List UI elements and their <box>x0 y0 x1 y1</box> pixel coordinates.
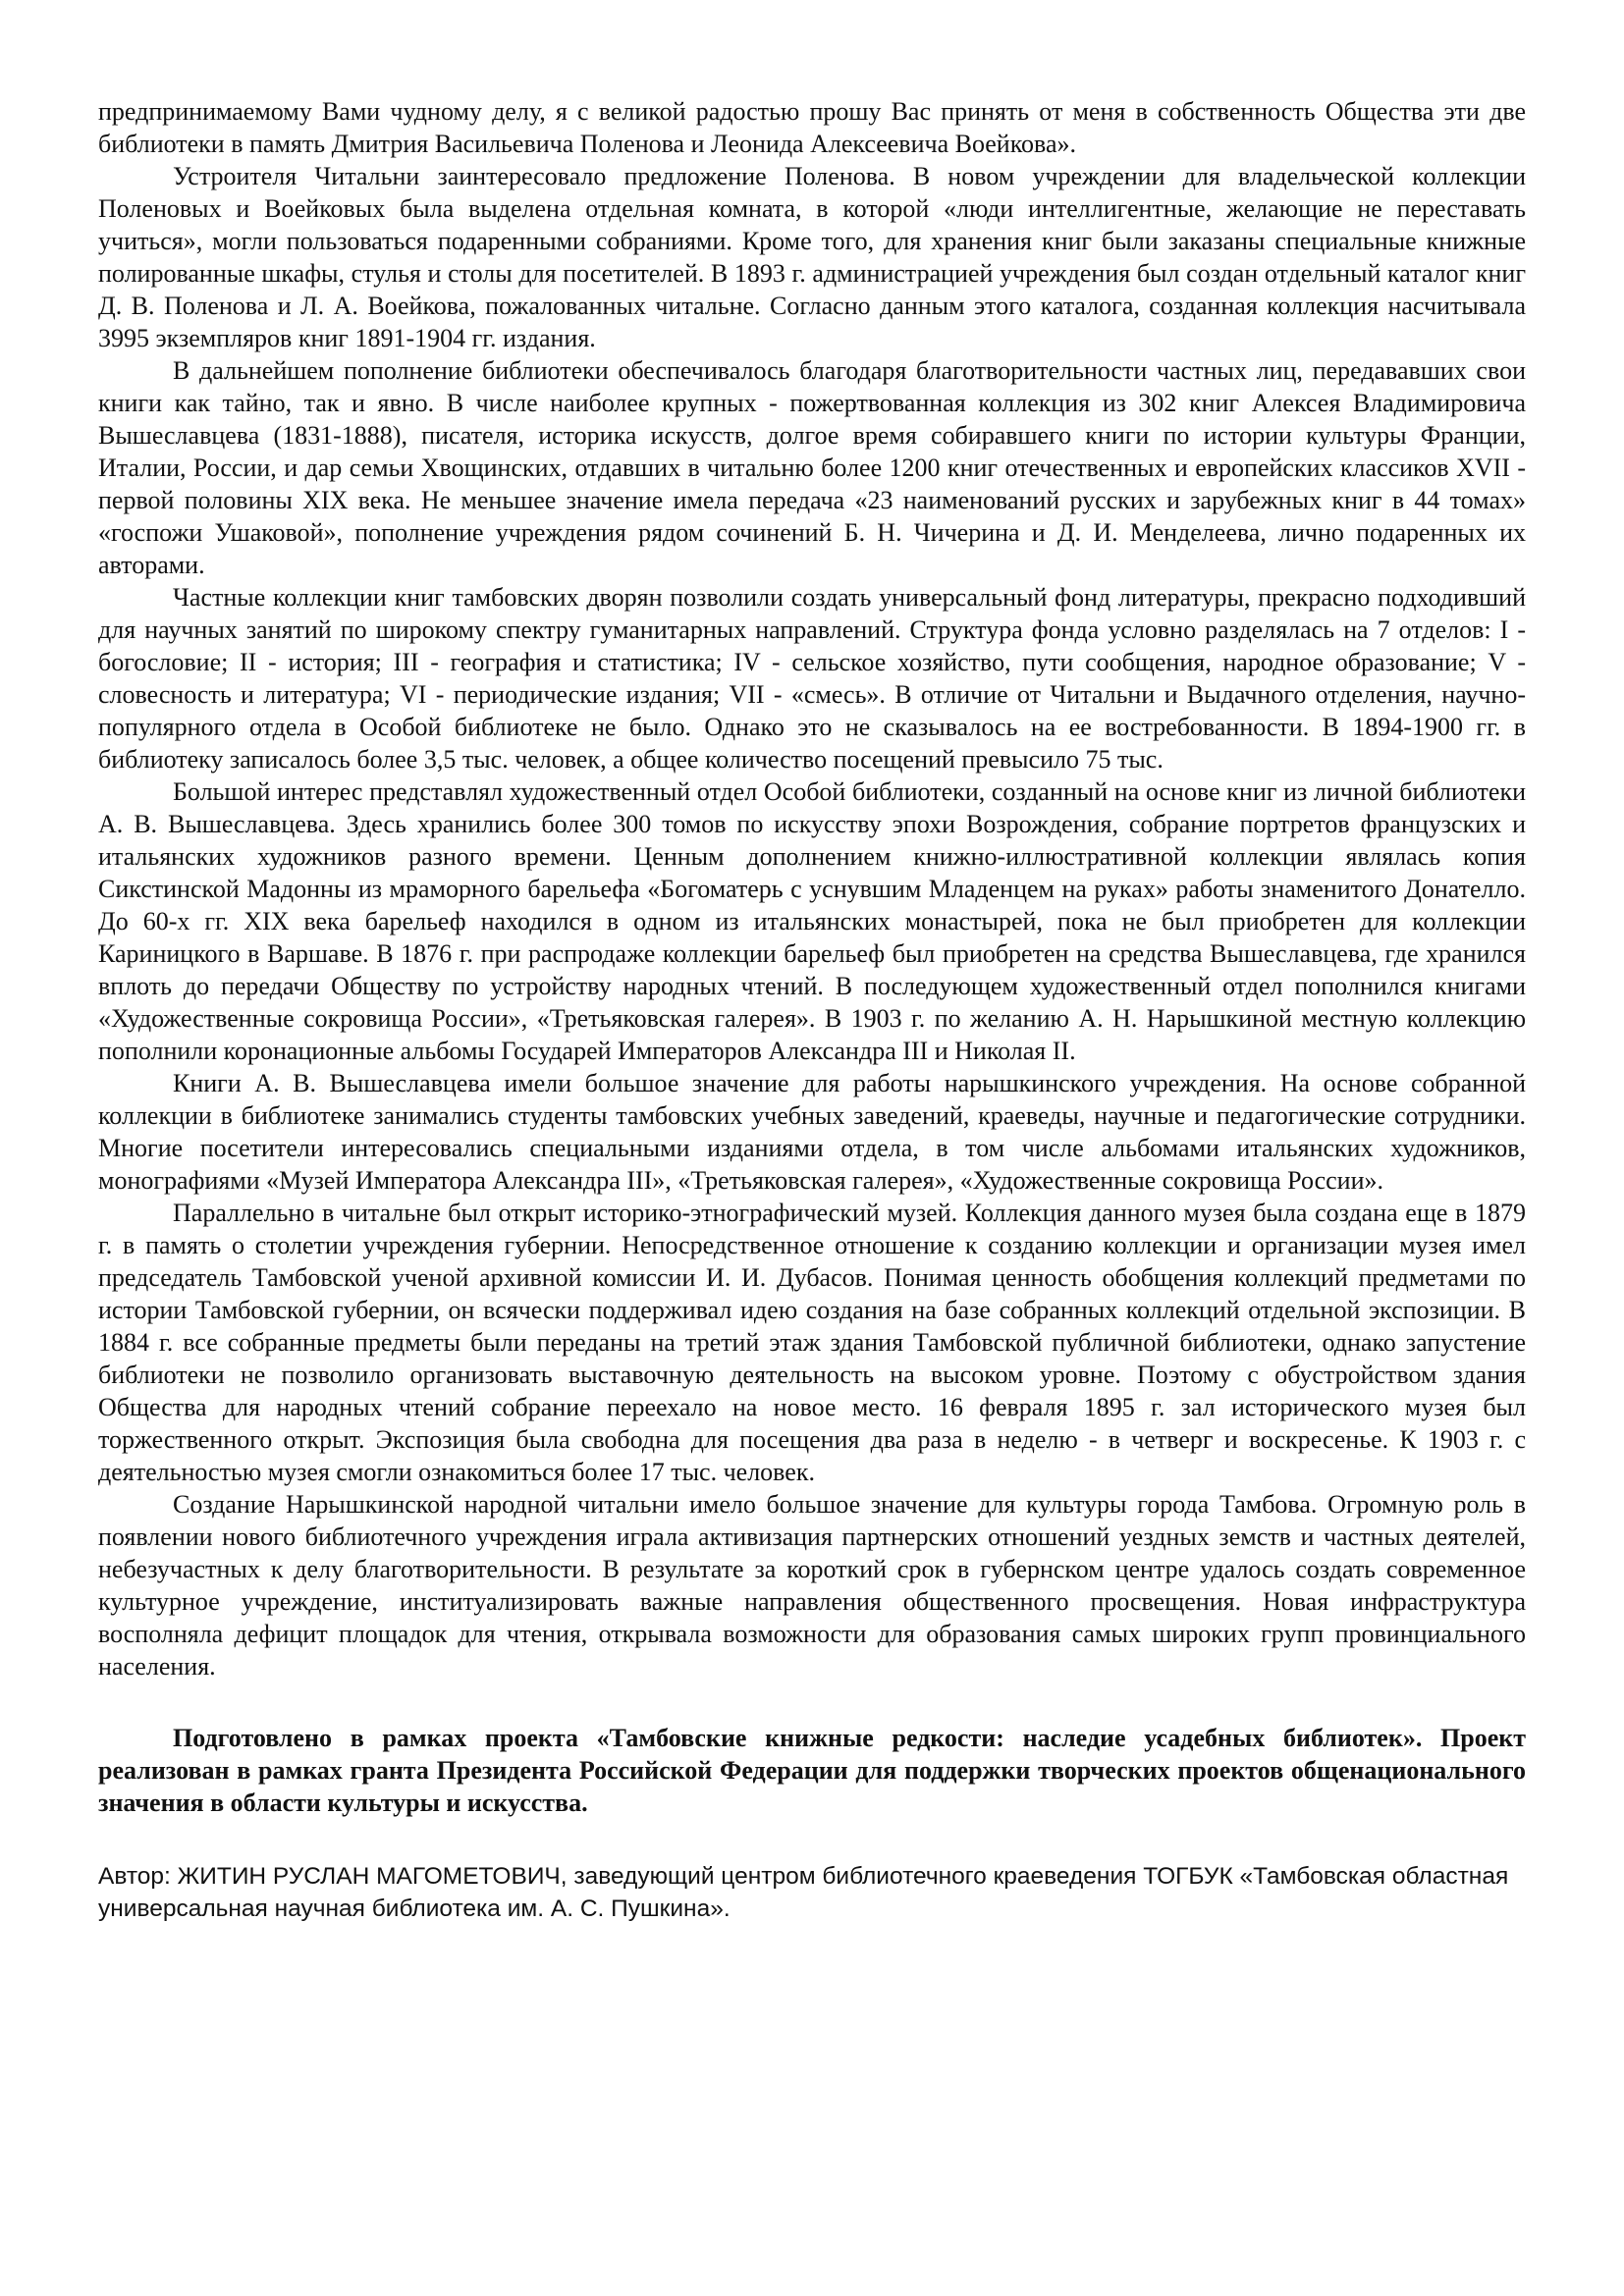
paragraph-6: Книги А. В. Вышеславцева имели большое значение для работы нарышкинского учреждения. На основе собранной коллекции в библиотеке занимались студенты тамбовских учебных заведений, краеведы, научные и педагогические сотрудники. Многие посетители интересовались специальными изданиями отдела, в том числе альбомами итальянских художников, монографиями «Музей Императора Александра III», «Третьяковская галерея», «Художественные сокровища России». <box>98 1069 1526 1195</box>
grant-note: Подготовлено в рамках проекта «Тамбовские книжные редкости: наследие усадебных библиотек». Проект реализован в рамках гранта Президента Российской Федерации для поддержки творческих проектов общенационального значения в области культуры и искусства. <box>98 1724 1526 1817</box>
paragraph-3: В дальнейшем пополнение библиотеки обеспечивалось благодаря благотворительности частных лиц, передававших свои книги как тайно, так и явно. В числе наиболее крупных - пожертвованная коллекция из 302 книг Алексея Владимировича Вышеславцева (1831-1888), писателя, историка искусств, долгое время собиравшего книги по истории культуры Франции, Италии, России, и дар семьи Хвощинских, отдавших в читальню более 1200 книг отечественных и европейских классиков XVII - первой половины XIX века. Не меньшее значение имела передача «23 наименований русских и зарубежных книг в 44 томах» «госпожи Ушаковой», пополнение учреждения рядом сочинений Б. Н. Чичерина и Д. И. Менделеева, лично подаренных их авторами. <box>98 356 1526 579</box>
document-page <box>98 95 1526 1925</box>
paragraph-8: Создание Нарышкинской народной читальни имело большое значение для культуры города Тамбова. Огромную роль в появлении нового библиотечного учреждения играла активизация партнерских отношений уездных земств и частных деятелей, небезучастных к делу благотворительности. В результате за короткий срок в губернском центре удалось создать современное культурное учреждение, институализировать важные направления общественного просвещения. Новая инфраструктура восполняла дефицит площадок для чтения, открывала возможности для образования самых широких групп провинциального населения. <box>98 1490 1526 1681</box>
paragraph-5: Большой интерес представлял художественный отдел Особой библиотеки, созданный на основе книг из личной библиотеки А. В. Вышеславцева. Здесь хранились более 300 томов по искусству эпохи Возрождения, собрание портретов французских и итальянских художников разного времени. Ценным дополнением книжно-иллюстративной коллекции являлась копия Сикстинской Мадонны из мраморного барельефа «Богоматерь с уснувшим Младенцем на руках» работы знаменитого Донателло. До 60-х гг. XIX века барельеф находился в одном из итальянских монастырей, пока не был приобретен для коллекции Кариницкого в Варшаве. В 1876 г. при распродаже коллекции барельеф был приобретен на средства Вышеславцева, где хранился вплоть до передачи Обществу по устройству народных чтений. В последующем художественный отдел пополнился книгами «Художественные сокровища России», «Третьяковская галерея». В 1903 г. по желанию А. Н. Нарышкиной местную коллекцию пополнили коронационные альбомы Государей Императоров Александра III и Николая II. <box>98 777 1526 1065</box>
paragraph-2: Устроителя Читальни заинтересовало предложение Поленова. В новом учреждении для владельческой коллекции Поленовых и Воейковых была выделена отдельная комната, в которой «люди интеллигентные, желающие не переставать учиться», могли пользоваться подаренными собраниями. Кроме того, для хранения книг были заказаны специальные книжные полированные шкафы, стулья и столы для посетителей. В 1893 г. администрацией учреждения был создан отдельный каталог книг Д. В. Поленова и Л. А. Воейкова, пожалованных читальне. Согласно данным этого каталога, созданная коллекция насчитывала 3995 экземпляров книг 1891-1904 гг. издания. <box>98 162 1526 352</box>
author-line: Автор: ЖИТИН РУСЛАН МАГОМЕТОВИЧ, заведующий центром библиотечного краеведения ТОГБУК «Тамбовская областная универсальная научная библиотека им. А. С. Пушкина». <box>98 1863 1509 1922</box>
paragraph-1: предпринимаемому Вами чудному делу, я с великой радостью прошу Вас принять от меня в собственность Общества эти две библиотеки в память Дмитрия Васильевича Поленова и Леонида Алексеевича Воейкова». <box>98 97 1526 158</box>
paragraph-7: Параллельно в читальне был открыт историко-этнографический музей. Коллекция данного музея была создана еще в 1879 г. в память о столетии учреждения губернии. Непосредственное отношение к созданию коллекции и организации музея имел председатель Тамбовской ученой архивной комиссии И. И. Дубасов. Понимая ценность обобщения коллекций предметами по истории Тамбовской губернии, он всячески поддерживал идею создания на базе собранных коллекций отдельной экспозиции. В 1884 г. все собранные предметы были переданы на третий этаж здания Тамбовской публичной библиотеки, однако запустение библиотеки не позволило организовать выставочную деятельность на высоком уровне. Поэтому с обустройством здания Общества для народных чтений собрание переехало на новое место. 16 февраля 1895 г. зал исторического музея был торжественного открыт. Экспозиция была свободна для посещения два раза в неделю - в четверг и воскресенье. К 1903 г. с деятельностью музея смогли ознакомиться более 17 тыс. человек. <box>98 1199 1526 1486</box>
paragraph-4: Частные коллекции книг тамбовских дворян позволили создать универсальный фонд литературы, прекрасно подходивший для научных занятий по широкому спектру гуманитарных направлений. Структура фонда условно разделялась на 7 отделов: I - богословие; II - история; III - география и статистика; IV - сельское хозяйство, пути сообщения, народное образование; V - словесность и литература; VI - периодические издания; VII - «смесь». В отличие от Читальни и Выдачного отделения, научно-популярного отдела в Особой библиотеке не было. Однако это не сказывалось на ее востребованности. В 1894-1900 гг. в библиотеку записалось более 3,5 тыс. человек, а общее количество посещений превысило 75 тыс. <box>98 583 1526 774</box>
